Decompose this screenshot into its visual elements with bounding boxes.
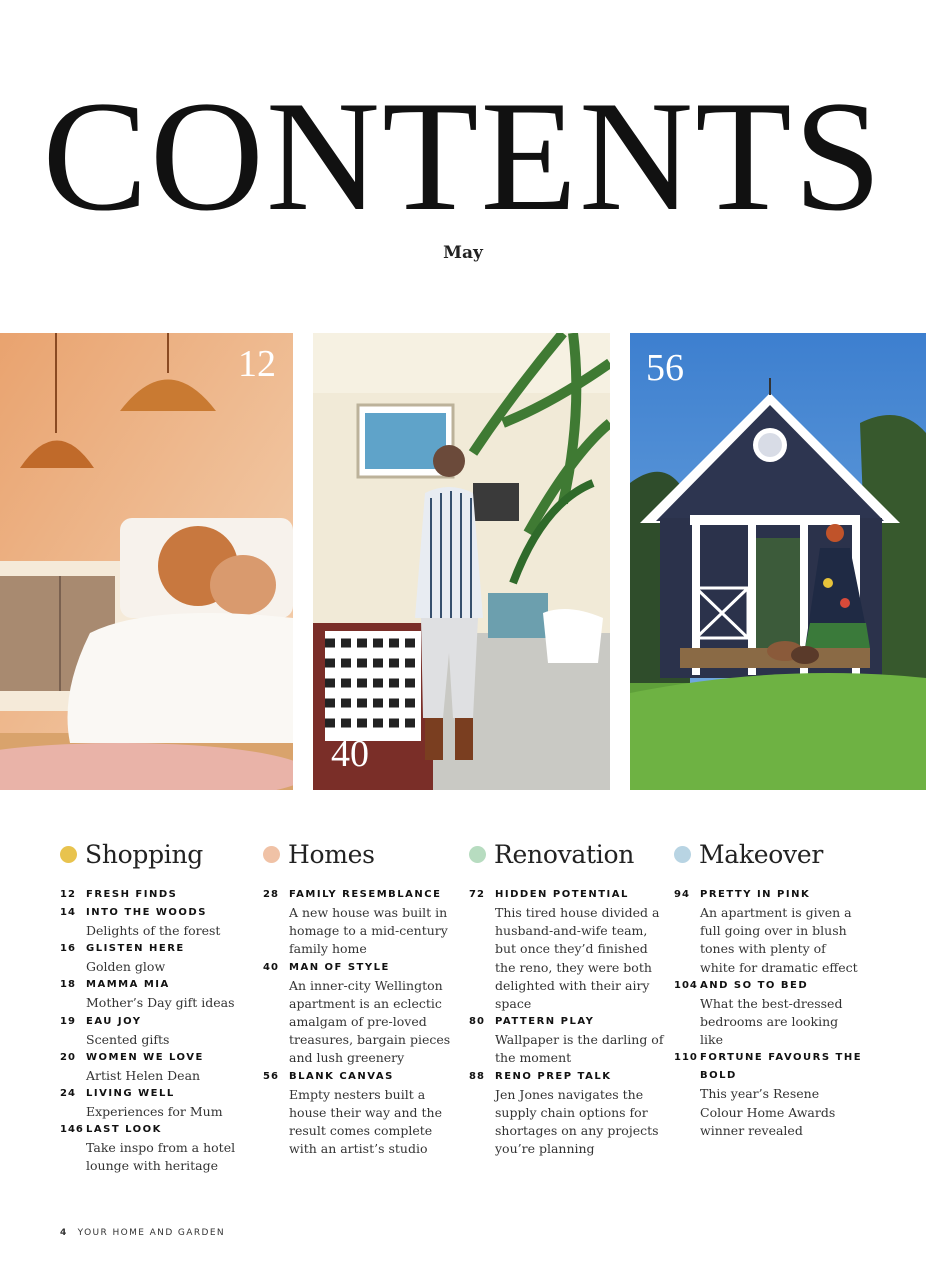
entry-title: GLISTEN HERE	[86, 943, 185, 955]
page-footer	[60, 1228, 225, 1238]
entry-desc: An inner-city Wellington apartment is an eclectic amalgam of pre-loved treasures, bargain pieces and lush greenery	[289, 977, 451, 1066]
section-title: Makeover	[699, 839, 823, 869]
entry-page: 146	[60, 1124, 84, 1136]
entry-page: 20	[60, 1051, 76, 1063]
entry-desc: Empty nesters built a house their way and the result comes complete with an artist’s studio	[289, 1086, 442, 1157]
entry-title: PRETTY IN PINK	[700, 889, 811, 900]
section-title: Renovation	[494, 839, 634, 869]
entry-page: 24	[60, 1088, 76, 1100]
entry-title: FAMILY RESEMBLANCE	[289, 889, 442, 900]
section-shopping	[60, 838, 260, 1176]
toc-entry[interactable]	[263, 1068, 463, 1159]
photo-page-number: 12	[238, 343, 276, 385]
footer-page-number: 4	[60, 1228, 68, 1238]
entry-page: 28	[263, 889, 279, 900]
entry-desc: Delights of the forest	[86, 923, 221, 938]
section-makeover	[674, 838, 864, 1140]
photo-page-number: 56	[646, 347, 684, 389]
entry-title: LIVING WELL	[86, 1088, 175, 1100]
issue-month: May	[443, 243, 483, 263]
makeover-color-dot	[674, 846, 691, 863]
entry-desc: Jen Jones navigates the supply chain options for shortages on any projects you’re planning	[495, 1086, 659, 1157]
section-title: Shopping	[85, 839, 203, 869]
entry-desc: Golden glow	[86, 959, 166, 975]
section-renovation	[469, 838, 669, 1158]
entry-title: RENO PREP TALK	[495, 1070, 612, 1082]
bedroom-illustration	[0, 333, 293, 790]
entry-desc: This year’s Resene Colour Home Awards winner revealed	[700, 1086, 836, 1138]
entry-title: FORTUNE FAVOURS THE BOLD	[700, 1052, 863, 1082]
photo-bedroom	[0, 333, 293, 790]
homes-color-dot	[263, 846, 280, 863]
entry-desc: What the best-dressed bedrooms are looking like	[700, 995, 843, 1048]
toc-entry[interactable]	[60, 1121, 260, 1175]
toc-entry[interactable]	[674, 1049, 864, 1140]
shopping-color-dot	[60, 846, 77, 863]
toc-entry[interactable]	[60, 1049, 260, 1085]
entry-title: FRESH FINDS	[86, 889, 178, 900]
entry-page: 14	[60, 907, 76, 918]
entry-desc: Experiences for Mum	[86, 1104, 223, 1120]
footer-publication: YOUR HOME AND GARDEN	[77, 1228, 226, 1238]
entry-title: MAMMA MIA	[86, 979, 170, 991]
section-title: Homes	[288, 839, 375, 869]
entry-page: 104	[674, 979, 698, 991]
page-title: CONTENTS	[42, 69, 884, 244]
entry-page: 18	[60, 979, 76, 991]
entry-page: 16	[60, 943, 76, 955]
apartment-illustration	[313, 333, 610, 790]
entry-page: 110	[674, 1052, 698, 1064]
entry-page: 12	[60, 889, 76, 900]
entry-title: BLANK CANVAS	[289, 1070, 394, 1082]
renovation-color-dot	[469, 846, 486, 863]
entry-desc: A new house was built in homage to a mid-century family home	[289, 905, 448, 957]
toc-entry[interactable]	[60, 1013, 260, 1049]
entry-page: 56	[263, 1070, 279, 1082]
entry-title: MAN OF STYLE	[289, 961, 390, 973]
entry-title: HIDDEN POTENTIAL	[495, 889, 629, 900]
toc-entry[interactable]	[60, 940, 260, 976]
entry-desc: Take inspo from a hotel lounge with heritage	[86, 1140, 236, 1174]
section-homes	[263, 838, 463, 1158]
entry-desc: Wallpaper is the darling of the moment	[495, 1032, 664, 1066]
entry-page: 19	[60, 1015, 76, 1027]
toc-entry[interactable]	[674, 886, 864, 977]
entry-title: WOMEN WE LOVE	[86, 1051, 204, 1063]
photo-apartment	[313, 333, 610, 790]
toc-entry[interactable]	[60, 1085, 260, 1121]
entry-title: LAST LOOK	[86, 1124, 162, 1136]
entry-title: EAU JOY	[86, 1015, 142, 1027]
toc-entry[interactable]	[469, 1068, 669, 1159]
entry-desc: Scented gifts	[86, 1031, 170, 1047]
entry-title: INTO THE WOODS	[86, 907, 207, 918]
toc-entry[interactable]	[469, 886, 669, 1013]
entry-page: 40	[263, 961, 279, 973]
toc-entry[interactable]	[60, 904, 260, 940]
entry-desc: Mother’s Day gift ideas	[86, 995, 235, 1011]
entry-desc: An apartment is given a full going over in blush tones with plenty of white for dramatic effect	[700, 905, 858, 975]
toc-entry[interactable]	[60, 976, 260, 1012]
photo-cottage	[630, 333, 926, 790]
entry-page: 72	[469, 889, 485, 900]
toc-entry[interactable]	[674, 977, 864, 1050]
entry-title: PATTERN PLAY	[495, 1016, 595, 1028]
toc-entry[interactable]	[263, 886, 463, 959]
entry-page: 94	[674, 889, 690, 900]
entry-title: AND SO TO BED	[700, 979, 809, 991]
photo-page-number: 40	[331, 733, 369, 775]
cottage-illustration	[630, 333, 926, 790]
entry-page: 80	[469, 1016, 485, 1028]
entry-page: 88	[469, 1070, 485, 1082]
entry-desc: This tired house divided a husband-and-wife team, but once they’d finished the reno, they were both delighted with their airy space	[495, 905, 660, 1012]
toc-entry[interactable]	[60, 886, 260, 904]
toc-entry[interactable]	[469, 1013, 669, 1067]
toc-entry[interactable]	[263, 959, 463, 1068]
entry-desc: Artist Helen Dean	[86, 1067, 201, 1083]
